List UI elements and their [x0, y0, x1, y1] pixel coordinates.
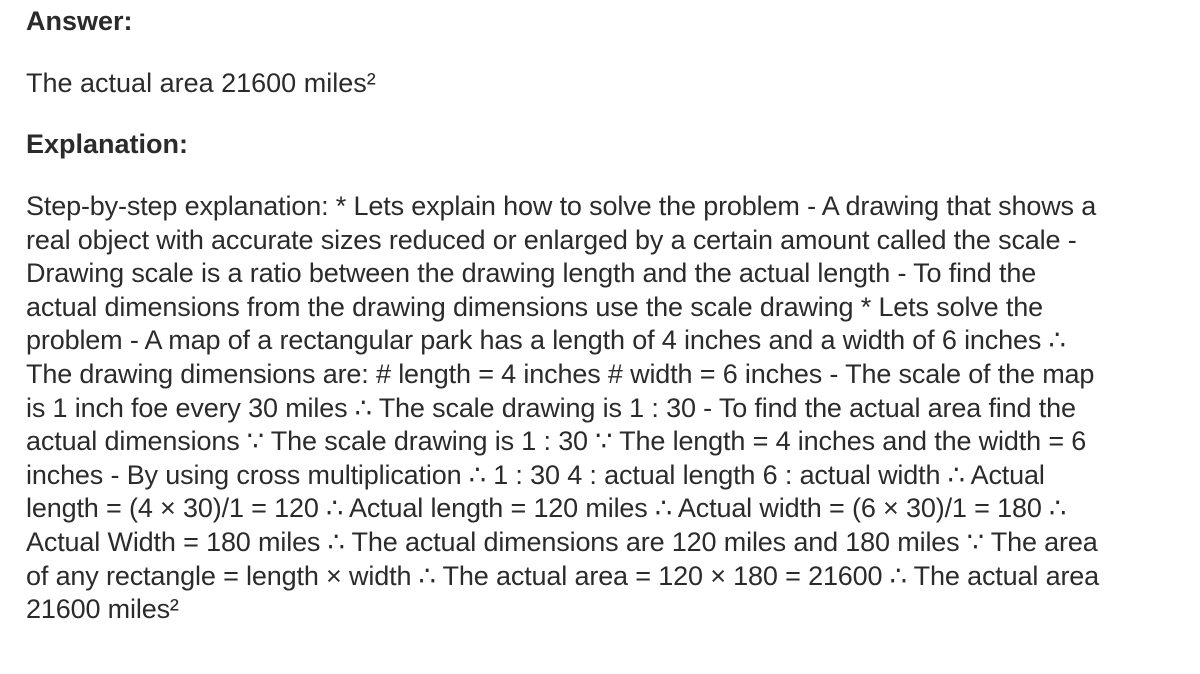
explanation-line: Actual Width = 180 miles ∴ The actual dimensions are 120 miles and 180 miles ∵ The area [26, 526, 1098, 557]
answer-heading: Answer: [26, 6, 133, 36]
explanation-line: is 1 inch foe every 30 miles ∴ The scale drawing is 1 : 30 - To find the actual area find the [26, 392, 1076, 423]
explanation-line: Drawing scale is a ratio between the drawing length and the actual length - To find the [26, 258, 1037, 289]
explanation-line: real object with accurate sizes reduced or enlarged by a certain amount called the scale - [26, 224, 1077, 255]
explanation-line: actual dimensions from the drawing dimensions use the scale drawing * Lets solve the [26, 291, 1043, 322]
explanation-line: inches - By using cross multiplication ∴ 1 : 30 4 : actual length 6 : actual width ∴ Actual [26, 459, 1045, 490]
explanation-line: length = (4 × 30)/1 = 120 ∴ Actual length = 120 miles ∴ Actual width = (6 × 30)/1 = 180 ∴ [26, 493, 1067, 524]
explanation-heading: Explanation: [26, 129, 189, 159]
explanation-line: problem - A map of a rectangular park has a length of 4 inches and a width of 6 inches ∴ [26, 325, 1066, 356]
explanation-line: actual dimensions ∵ The scale drawing is 1 : 30 ∵ The length = 4 inches and the width = 6 [26, 426, 1087, 457]
explanation-line: Step-by-step explanation: * Lets explain how to solve the problem - A drawing that shows a [26, 191, 1097, 221]
explanation-line: of any rectangle = length × width ∴ The actual area = 120 × 180 = 21600 ∴ The actual area [26, 560, 1100, 591]
answer-text: The actual area 21600 miles² [26, 68, 376, 98]
explanation-line: The drawing dimensions are: # length = 4 inches # width = 6 inches - The scale of the map [26, 358, 1095, 389]
explanation-line: 21600 miles² [26, 594, 179, 625]
explanation-text [26, 190, 1180, 627]
